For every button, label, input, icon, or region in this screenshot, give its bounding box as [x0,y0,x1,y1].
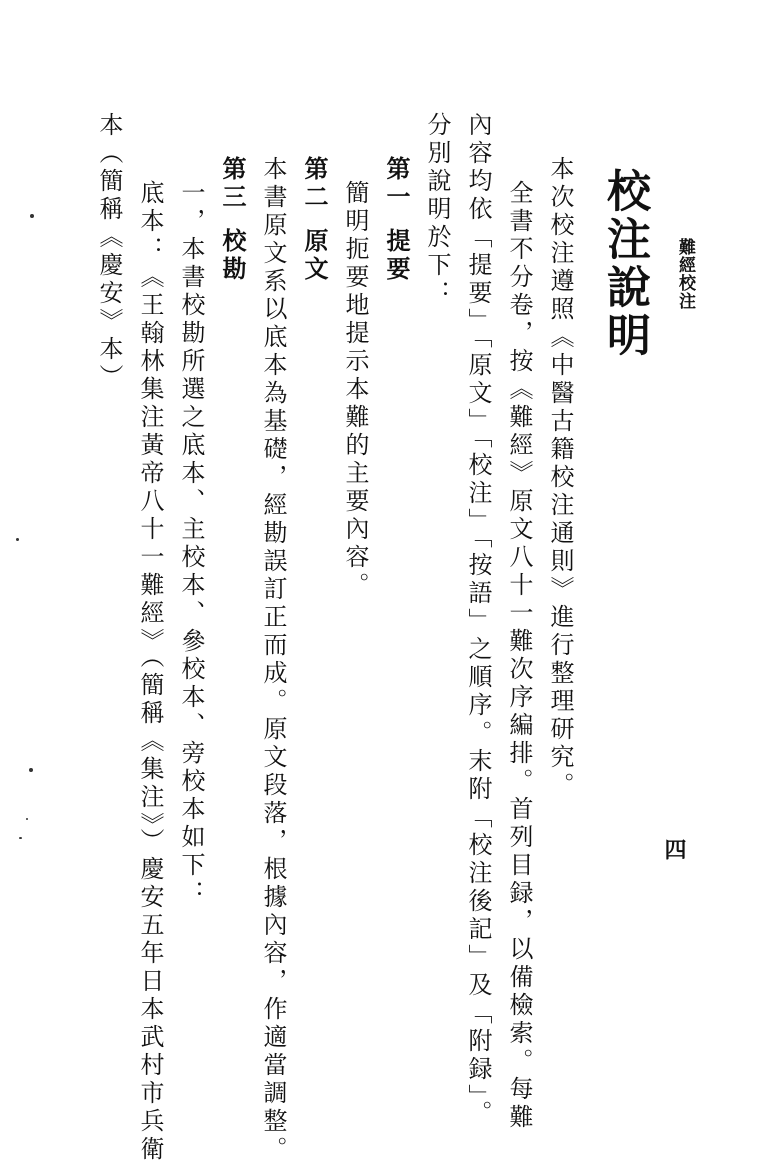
section-title: 校勘 [218,228,247,284]
running-head-title: 難經校注 [675,238,695,310]
paragraph-structure-line-2: 內容均依「提要」「原文」「校注」「按語」之順序。末附「校注後記」及「附録」。 [464,112,492,1128]
jiaokan-line-1: 一，本書校勘所選之底本、主校本、參校本、旁校本如下： [177,180,205,908]
paragraph-intro-line: 本次校注遵照《中醫古籍校注通則》進行整理研究。 [546,156,574,800]
section-heading-3 [218,156,247,284]
jiaokan-line-2: 底本：《王翰林集注黃帝八十一難經》（簡稱《集注》）慶安五年日本武村市兵衛 [136,180,164,1164]
section-title: 原文 [300,228,329,284]
section-number: 第三 [218,156,247,212]
section-number: 第一 [382,156,411,212]
section-body-2: 本書原文系以底本為基礎，經勘誤訂正而成。原文段落，根據內容，作適當調整。 [259,156,287,1164]
jiaokan-line-3: 本（簡稱《慶安》本） [95,112,123,392]
scan-speck [19,837,22,839]
scan-speck [26,818,28,820]
paragraph-structure-line-3: 分別說明於下： [423,112,451,308]
section-body-1: 簡明扼要地提示本難的主要內容。 [341,180,369,600]
paragraph-structure-line-1: 全書不分卷，按《難經》原文八十一難次序編排。首列目録，以備檢索。每難 [505,180,533,1132]
scan-speck [16,538,19,541]
page-number: 四 [661,838,687,860]
scan-speck [29,768,33,772]
section-title: 提要 [382,228,411,284]
page-title: 校注說明 [599,168,650,360]
section-heading-1 [382,156,411,284]
scan-speck [30,214,34,218]
section-heading-2 [300,156,329,284]
section-number: 第二 [300,156,329,212]
